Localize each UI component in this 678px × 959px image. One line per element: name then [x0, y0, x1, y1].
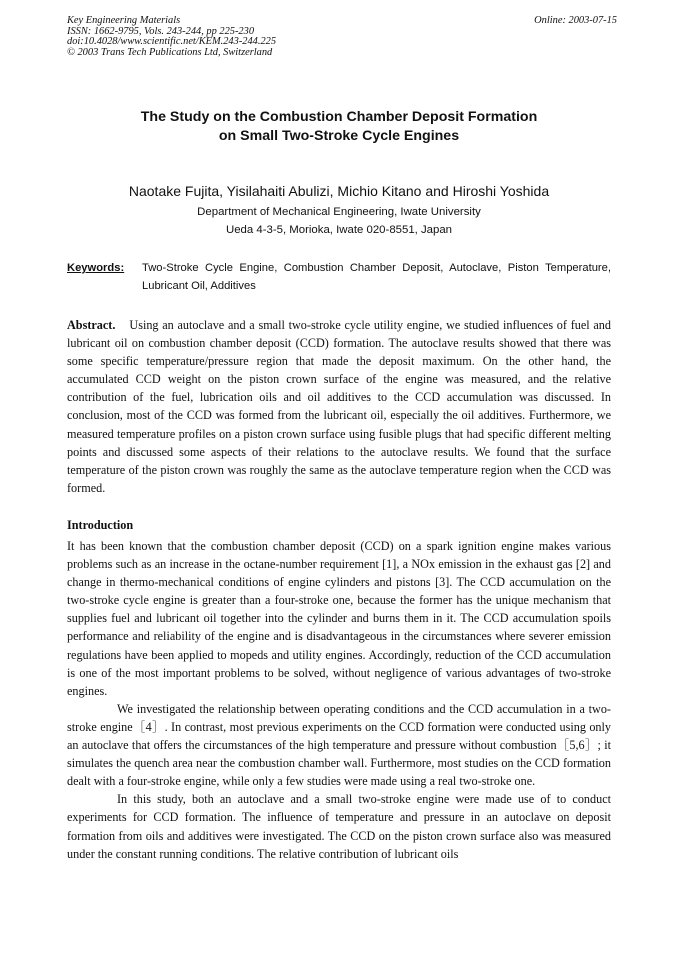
paper-title	[67, 108, 611, 146]
intro-paragraph-3: In this study, both an autoclave and a small two-stroke engine were made use of to conduct experiments for CCD formation. The influence of temperature and pressure in an autoclave on deposit formation from oils and additives were investigated. The CCD on the piston crown surface also was measured under the constant running conditions. The relative contribution of lubricant oils	[67, 792, 611, 861]
title-line-2: on Small Two-Stroke Cycle Engines	[218, 128, 460, 144]
abstract-text: Using an autoclave and a small two-stroke cycle utility engine, we studied influences of fuel and lubricant oil on combustion chamber deposit (CCD) formation. The autoclave results showed that there was some specific temperature/pressure region that made the deposit maximum. On the other hand, the accumulated CCD weight on the piston crown surface of the engine was measured, and the relative contribution of the fuel, lubrication oils and oil additives to the CCD accumulation was discussed. In conclusion, most of the CCD was formed from the lubricant oil, especially the oil additives. Furthermore, we measured temperature profiles on a piston crown surface using fusible plugs that had specific different melting points and discussed some aspects of their relations to the autoclave results. We found that the surface temperature of the piston crown was roughly the same as the autoclave temperature region when the CCD was formed.	[67, 318, 611, 495]
introduction-body	[67, 537, 611, 863]
publication-header	[67, 16, 617, 58]
copyright-line: © 2003 Trans Tech Publications Ltd, Switzerland	[67, 46, 273, 58]
abstract-label: Abstract.	[67, 318, 116, 332]
address: Ueda 4-3-5, Morioka, Iwate 020-8551, Japan	[225, 224, 453, 236]
keywords-text: Two-Stroke Cycle Engine, Combustion Chamber Deposit, Autoclave, Piston Temperature, Lubricant Oil, Additives	[142, 262, 611, 292]
keywords-label: Keywords:	[67, 262, 125, 274]
author-list: Naotake Fujita, Yisilahaiti Abulizi, Michio Kitano and Hiroshi Yoshida	[128, 183, 550, 199]
affiliation	[67, 203, 611, 239]
department: Department of Mechanical Engineering, Iwate University	[197, 206, 481, 218]
title-line-1: The Study on the Combustion Chamber Deposit Formation	[140, 109, 538, 125]
doi-line: doi:10.4028/www.scientific.net/KEM.243-244.225	[67, 36, 277, 48]
issn-line: ISSN: 1662-9795, Vols. 243-244, pp 225-230	[67, 25, 255, 37]
online-date: Online: 2003-07-15	[534, 15, 617, 26]
journal-name: Key Engineering Materials	[67, 15, 181, 26]
intro-paragraph-1: It has been known that the combustion chamber deposit (CCD) on a spark ignition engine makes various problems such as an increase in the octane-number requirement [1], a NOx emission in the exhaust gas [2] and change in thermo-mechanical conditions of engine cylinders and pistons [3]. The CCD accumulation on the two-stroke cycle engine is greater than a four-stroke one, because the former has the unique mechanism that supplies fuel and lubricant oil together into the cylinder and burns them in it. The CCD accumulation spoils performance and reliability of the engine and is disadvantageous in the circumstances where severer emission regulations have been applied to mopeds and utility engines. Accordingly, reduction of the CCD accumulation is one of the most important problems to be solved, without negligence of various advantages of two-stroke engines.	[67, 539, 611, 698]
abstract-block	[67, 316, 611, 497]
intro-paragraph-2: We investigated the relationship between operating conditions and the CCD accumulation in a two-stroke engine［4］. In contrast, most previous experiments on the CCD formation were conducted using only an autoclave that offers the circumstances of the high temperature and pressure without combustion［5,6］; it simulates the quench area near the combustion chamber wall. Furthermore, most studies on the CCD formation dealt with a four-stroke engine, while only a few studies were made using a real two-stroke one.	[67, 701, 611, 789]
keywords-block	[67, 259, 611, 295]
introduction-heading: Introduction	[67, 518, 134, 532]
